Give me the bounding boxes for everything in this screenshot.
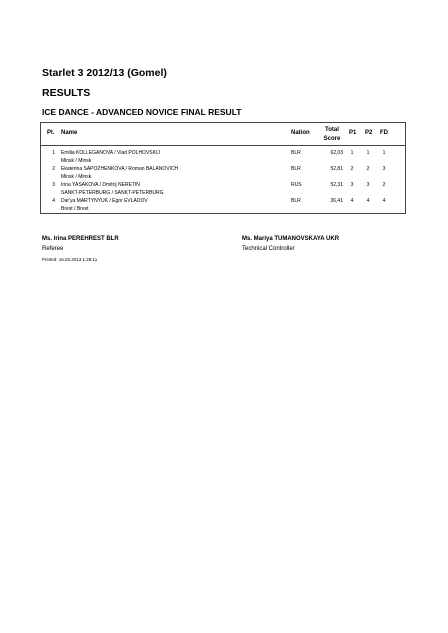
- technical-controller-role: Technical Controller: [242, 246, 295, 252]
- header-divider: [41, 145, 405, 146]
- header-total-line2: Score: [323, 136, 341, 142]
- row-name: Irina YASAKOVA / Dmitrij NERETIN: [61, 182, 140, 188]
- row-fd: 1: [382, 150, 386, 156]
- referee-name: Ms. Irina PEREHREST BLR: [42, 236, 119, 242]
- referee-role: Referee: [42, 246, 64, 252]
- row-name: Ekaterina SAPOZHENKOVA / Roman BALANOVICH: [61, 166, 179, 172]
- row-total: 62,03: [330, 150, 343, 156]
- category-title: ICE DANCE - ADVANCED NOVICE FINAL RESULT: [42, 107, 242, 117]
- row-fd: 2: [382, 182, 386, 188]
- header-p2: P2: [365, 130, 373, 136]
- row-p2: 2: [366, 166, 370, 172]
- row-total: 52,81: [330, 166, 343, 172]
- table-row: [41, 198, 405, 213]
- row-place: 3: [52, 182, 55, 188]
- row-nation: BLR: [291, 150, 301, 156]
- section-title: RESULTS: [42, 87, 91, 99]
- row-p2: 3: [366, 182, 370, 188]
- row-club: Minsk / Minsk: [61, 174, 92, 180]
- row-fd: 3: [382, 166, 386, 172]
- row-fd: 4: [382, 198, 386, 204]
- row-club: Minsk / Minsk: [61, 158, 92, 164]
- table-row: [41, 182, 405, 197]
- row-p1: 4: [350, 198, 354, 204]
- header-place: Pl.: [47, 130, 55, 136]
- row-name: Dar'ya MARTYNYUK / Egor EVLADOV: [61, 198, 148, 204]
- header-total-line1: Total: [325, 127, 339, 133]
- header-nation: Nation: [291, 130, 310, 136]
- row-p1: 3: [350, 182, 354, 188]
- row-p1: 2: [350, 166, 354, 172]
- table-row: [41, 166, 405, 181]
- row-nation: BLR: [291, 198, 301, 204]
- results-table: [40, 122, 406, 214]
- header-name: Name: [61, 130, 78, 136]
- row-club: SANKT-PETERBURG / SANKT-PETERBURG: [61, 190, 164, 196]
- row-place: 2: [52, 166, 55, 172]
- technical-controller-name: Ms. Mariya TUMANOVSKAYA UKR: [242, 236, 340, 242]
- row-place: 1: [52, 150, 55, 156]
- row-nation: RUS: [291, 182, 302, 188]
- row-p1: 1: [350, 150, 354, 156]
- row-nation: BLR: [291, 166, 301, 172]
- row-name: Emilia KOLLEGANOVA / Vlad POLHOVSKIJ: [61, 150, 160, 156]
- printed-timestamp: Printed: 16.03.2013 1:28:11: [42, 257, 98, 262]
- row-club: Brest / Brest: [61, 206, 89, 212]
- row-total: 36,41: [330, 198, 343, 204]
- row-p2: 4: [366, 198, 370, 204]
- table-row: [41, 150, 405, 165]
- header-p1: P1: [349, 130, 357, 136]
- header-fd: FD: [380, 130, 388, 136]
- row-place: 4: [52, 198, 55, 204]
- header-total-score: [321, 126, 343, 144]
- event-title: Starlet 3 2012/13 (Gomel): [42, 67, 167, 79]
- row-p2: 1: [366, 150, 370, 156]
- row-total: 52,31: [330, 182, 343, 188]
